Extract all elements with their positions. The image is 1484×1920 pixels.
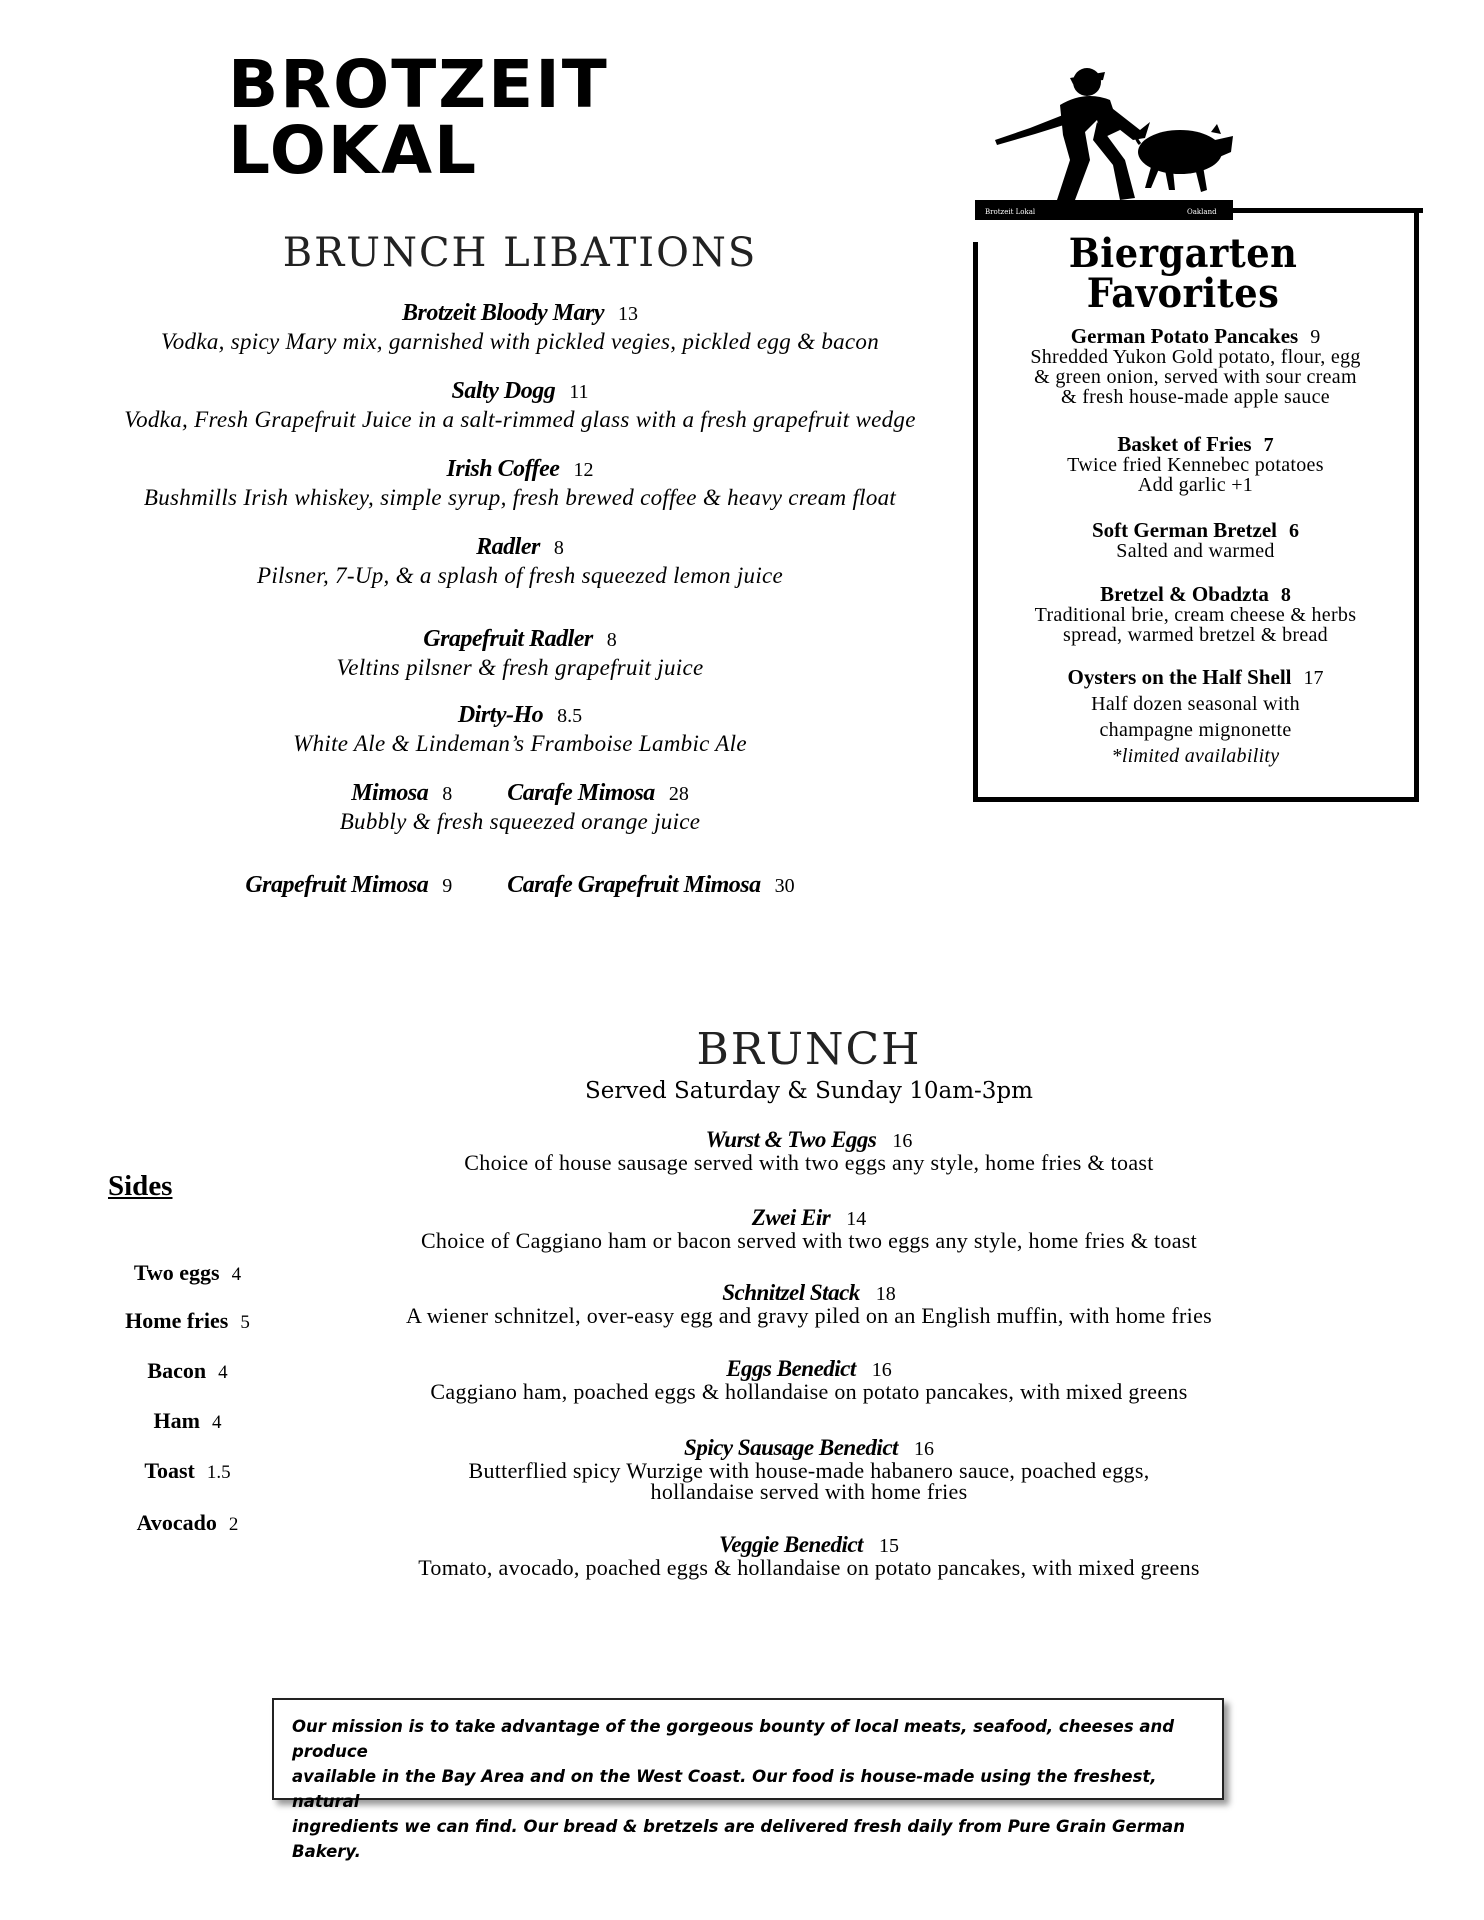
mission-line: available in the Bay Area and on the West Coast. Our food is house-made using the freshest, natural <box>292 1767 1157 1811</box>
logo-caption-right: Oakland <box>1187 208 1217 216</box>
libation-price-carafe: 30 <box>774 875 795 897</box>
biergarten-item-name: Soft German Bretzel <box>1091 518 1278 542</box>
brunch-heading: BRUNCH <box>696 1024 922 1075</box>
side-item-name: Bacon <box>147 1358 207 1383</box>
libation-desc: White Ale & Lindeman’s Framboise Lambic Ale <box>293 731 747 756</box>
side-item <box>80 1358 295 1384</box>
libation-name: Mimosa <box>351 780 429 806</box>
side-item-price: 4 <box>231 1264 242 1285</box>
libation-price: 8 <box>606 629 617 651</box>
biergarten-item-price: 9 <box>1310 326 1321 348</box>
biergarten-item-desc: champagne mignonette <box>1099 719 1292 742</box>
biergarten-title: Biergarten Favorites <box>1068 230 1298 317</box>
libation-price: 8.5 <box>557 705 583 727</box>
libation-name: Brotzeit Bloody Mary <box>401 300 604 326</box>
box-border-bottom <box>973 797 1419 802</box>
side-item-price: 4 <box>218 1362 228 1383</box>
side-item <box>80 1308 295 1334</box>
box-border-top <box>1223 208 1423 213</box>
logo-caption-left: Brotzeit Lokal <box>985 208 1036 216</box>
libation-desc: Bushmills Irish whiskey, simple syrup, fresh brewed coffee & heavy cream float <box>143 485 897 510</box>
libation-name: Salty Dogg <box>451 378 556 404</box>
libation-item <box>80 780 960 835</box>
biergarten-item-price: 8 <box>1280 584 1291 606</box>
side-item <box>80 1408 295 1434</box>
biergarten-item <box>988 434 1403 495</box>
brunch-item <box>300 1206 1318 1252</box>
side-item-name: Home fries <box>125 1308 229 1333</box>
brunch-hours: Served Saturday & Sunday 10am-3pm <box>585 1078 1033 1104</box>
libation-name: Radler <box>476 534 540 560</box>
brunch-item-price: 15 <box>878 1535 899 1557</box>
biergarten-item-name: Basket of Fries <box>1117 432 1252 456</box>
biergarten-item-desc: Add garlic +1 <box>1137 474 1254 496</box>
libation-desc: Bubbly & fresh squeezed orange juice <box>339 809 701 834</box>
box-border-right <box>1414 208 1419 802</box>
side-item <box>80 1510 295 1536</box>
biergarten-item-desc: Half dozen seasonal with <box>1091 693 1300 716</box>
biergarten-item-note: *limited availability <box>1111 745 1280 768</box>
restaurant-title: BROTZEIT LOKAL <box>228 46 609 189</box>
side-item <box>80 1458 295 1484</box>
brunch-item-price: 16 <box>871 1359 892 1381</box>
brunch-item-desc: Butterflied spicy Wurzige with house-made habanero sauce, poached eggs, <box>468 1458 1150 1483</box>
brunch-item-name: Wurst & Two Eggs <box>705 1127 877 1152</box>
side-item-name: Avocado <box>136 1510 217 1535</box>
side-item-name: Ham <box>153 1408 200 1433</box>
mission-line: Our mission is to take advantage of the gorgeous bounty of local meats, seafood, cheeses and produce <box>292 1717 1175 1761</box>
libation-price: 9 <box>442 875 453 897</box>
side-item-price: 4 <box>211 1412 222 1433</box>
side-item-name: Toast <box>144 1458 195 1483</box>
sides-heading: Sides <box>108 1170 173 1202</box>
libation-name: Irish Coffee <box>446 456 560 482</box>
biergarten-item-price: 7 <box>1263 434 1274 456</box>
side-item-price: 5 <box>240 1312 250 1333</box>
libation-desc: Veltins pilsner & fresh grapefruit juice <box>336 655 704 680</box>
libation-desc: Vodka, Fresh Grapefruit Juice in a salt-rimmed glass with a fresh grapefruit wedge <box>124 407 916 432</box>
libation-item <box>80 872 960 899</box>
libation-item <box>80 456 960 511</box>
brunch-item-name: Spicy Sausage Benedict <box>684 1435 898 1460</box>
biergarten-item-name: German Potato Pancakes <box>1070 324 1299 348</box>
side-item-price: 2 <box>228 1514 239 1535</box>
brunch-item-desc: hollandaise served with home fries <box>650 1479 968 1504</box>
brunch-item-name: Veggie Benedict <box>719 1532 863 1557</box>
libation-name-carafe: Carafe Mimosa <box>507 780 655 806</box>
mission-line: ingredients we can find. Our bread & bretzels are delivered fresh daily from Pure Grain German Bakery. <box>292 1817 1185 1861</box>
brunch-item-price: 18 <box>875 1283 896 1305</box>
biergarten-box <box>973 208 1419 798</box>
brunch-item <box>300 1281 1318 1327</box>
biergarten-item-price: 17 <box>1303 667 1324 689</box>
biergarten-item <box>988 664 1403 769</box>
side-item-name: Two eggs <box>133 1260 220 1285</box>
brunch-item-price: 16 <box>892 1130 913 1152</box>
biergarten-item-name: Bretzel & Obadzta <box>1100 582 1269 606</box>
biergarten-item <box>988 584 1403 645</box>
biergarten-item-price: 6 <box>1289 520 1300 542</box>
brunch-item <box>300 1128 1318 1174</box>
brunch-item-name: Schnitzel Stack <box>722 1280 860 1305</box>
libation-desc: Vodka, spicy Mary mix, garnished with pickled vegies, pickled egg & bacon <box>160 329 880 354</box>
brunch-item-price: 16 <box>913 1438 934 1460</box>
biergarten-item-desc: Twice fried Kennebec potatoes <box>1067 454 1324 476</box>
libation-item <box>80 626 960 681</box>
libation-item <box>80 534 960 589</box>
brunch-item-name: Zwei Eir <box>751 1205 831 1230</box>
libation-item <box>80 300 960 355</box>
libation-price: 8 <box>553 537 564 559</box>
libation-name: Grapefruit Mimosa <box>245 872 429 898</box>
side-item <box>80 1260 295 1286</box>
libation-price: 13 <box>618 303 638 325</box>
biergarten-item-desc: spread, warmed bretzel & bread <box>1063 624 1328 646</box>
brunch-item-desc: A wiener schnitzel, over-easy egg and gravy piled on an English muffin, with home fries <box>405 1303 1213 1328</box>
biergarten-item-desc: & fresh house-made apple sauce <box>1061 386 1330 408</box>
brunch-item-name: Eggs Benedict <box>726 1356 856 1381</box>
side-item-price: 1.5 <box>206 1462 231 1483</box>
libation-price: 12 <box>573 459 594 481</box>
libation-price-carafe: 28 <box>668 783 689 805</box>
biergarten-item <box>988 326 1403 407</box>
libation-name-carafe: Carafe Grapefruit Mimosa <box>507 872 761 898</box>
mission-statement-box <box>272 1698 1224 1861</box>
biergarten-item-desc: Shredded Yukon Gold potato, flour, egg <box>1030 346 1361 368</box>
box-border-left <box>973 242 978 802</box>
brunch-item-price: 14 <box>846 1208 867 1230</box>
libations-heading: BRUNCH LIBATIONS <box>282 230 758 276</box>
brunch-item-desc: Caggiano ham, poached eggs & hollandaise on potato pancakes, with mixed greens <box>430 1379 1188 1404</box>
biergarten-item-desc: Traditional brie, cream cheese & herbs <box>1034 604 1357 626</box>
brunch-item <box>300 1436 1318 1503</box>
biergarten-item-name: Oysters on the Half Shell <box>1067 665 1292 689</box>
biergarten-item <box>988 520 1403 561</box>
brunch-item <box>300 1357 1318 1403</box>
pig-chase-logo <box>975 60 1235 225</box>
libation-desc: Pilsner, 7-Up, & a splash of fresh squeezed lemon juice <box>256 563 784 588</box>
biergarten-item-desc: Salted and warmed <box>1116 540 1275 562</box>
brunch-item-desc: Tomato, avocado, poached eggs & hollandaise on potato pancakes, with mixed greens <box>418 1555 1200 1580</box>
libation-price: 8 <box>442 783 453 805</box>
brunch-item-desc: Choice of Caggiano ham or bacon served with two eggs any style, home fries & toast <box>420 1228 1198 1253</box>
libation-item <box>80 378 960 433</box>
libation-name: Grapefruit Radler <box>423 626 593 652</box>
libation-name: Dirty-Ho <box>457 702 544 728</box>
brunch-item <box>300 1533 1318 1579</box>
brunch-item-desc: Choice of house sausage served with two eggs any style, home fries & toast <box>464 1150 1154 1175</box>
biergarten-item-desc: & green onion, served with sour cream <box>1034 366 1357 388</box>
libation-price: 11 <box>569 381 589 403</box>
libation-item <box>80 702 960 757</box>
